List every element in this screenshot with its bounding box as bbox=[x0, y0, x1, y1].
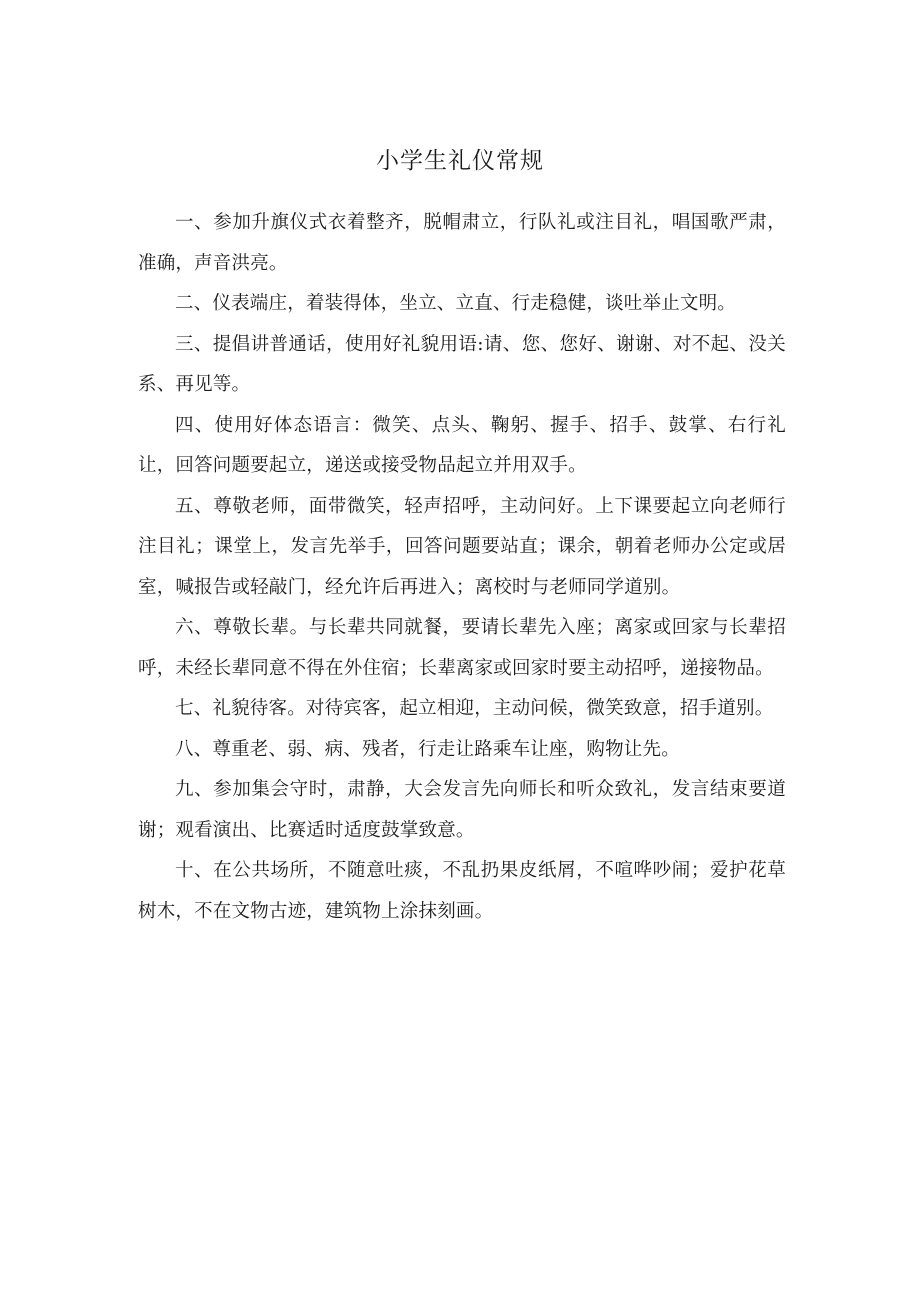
paragraph-3: 三、提倡讲普通话，使用好礼貌用语:请、您、您好、谢谢、对不起、没关系、再见等。 bbox=[138, 333, 786, 395]
document-body bbox=[138, 203, 786, 932]
paragraph-5: 五、尊敬老师，面带微笑，轻声招呼，主动问好。上下课要起立向老师行注目礼；课堂上，发言先举手，回答问题要站直；课余，朝着老师办公定或居室，喊报告或轻敲门，经允许后再进入；离校时与老师同学道别。 bbox=[138, 495, 786, 598]
paragraph-6: 六、尊敬长辈。与长辈共同就餐，要请长辈先入座；离家或回家与长辈招呼，未经长辈同意不得在外住宿；长辈离家或回家时要主动招呼，递接物品。 bbox=[138, 617, 786, 679]
paragraph-8: 八、尊重老、弱、病、残者，行走让路乘车让座，购物让先。 bbox=[175, 738, 680, 760]
paragraph-2: 二、仪表端庄，着装得体，坐立、立直、行走稳健，谈吐举止文明。 bbox=[175, 293, 737, 314]
paragraph-1: 一、参加升旗仪式衣着整齐，脱帽肃立，行队礼或注目礼，唱国歌严肃，准确，声音洪亮。 bbox=[138, 212, 786, 274]
paragraph-4: 四、使用好体态语言：微笑、点头、鞠躬、握手、招手、鼓掌、右行礼让，回答问题要起立，递送或接受物品起立并用双手。 bbox=[138, 414, 786, 476]
document-title: 小学生礼仪常规 bbox=[376, 148, 544, 174]
paragraph-9: 九、参加集会守时，肃静，大会发言先向师长和听众致礼，发言结束要道谢；观看演出、比赛适时适度鼓掌致意。 bbox=[138, 779, 786, 841]
paragraph-10: 十、在公共场所，不随意吐痰，不乱扔果皮纸屑，不喧哗吵闹；爱护花草树木，不在文物古迹，建筑物上涂抹刻画。 bbox=[138, 860, 786, 922]
paragraph-7: 七、礼貌待客。对待宾客，起立相迎，主动问候，微笑致意，招手道别。 bbox=[175, 698, 774, 719]
